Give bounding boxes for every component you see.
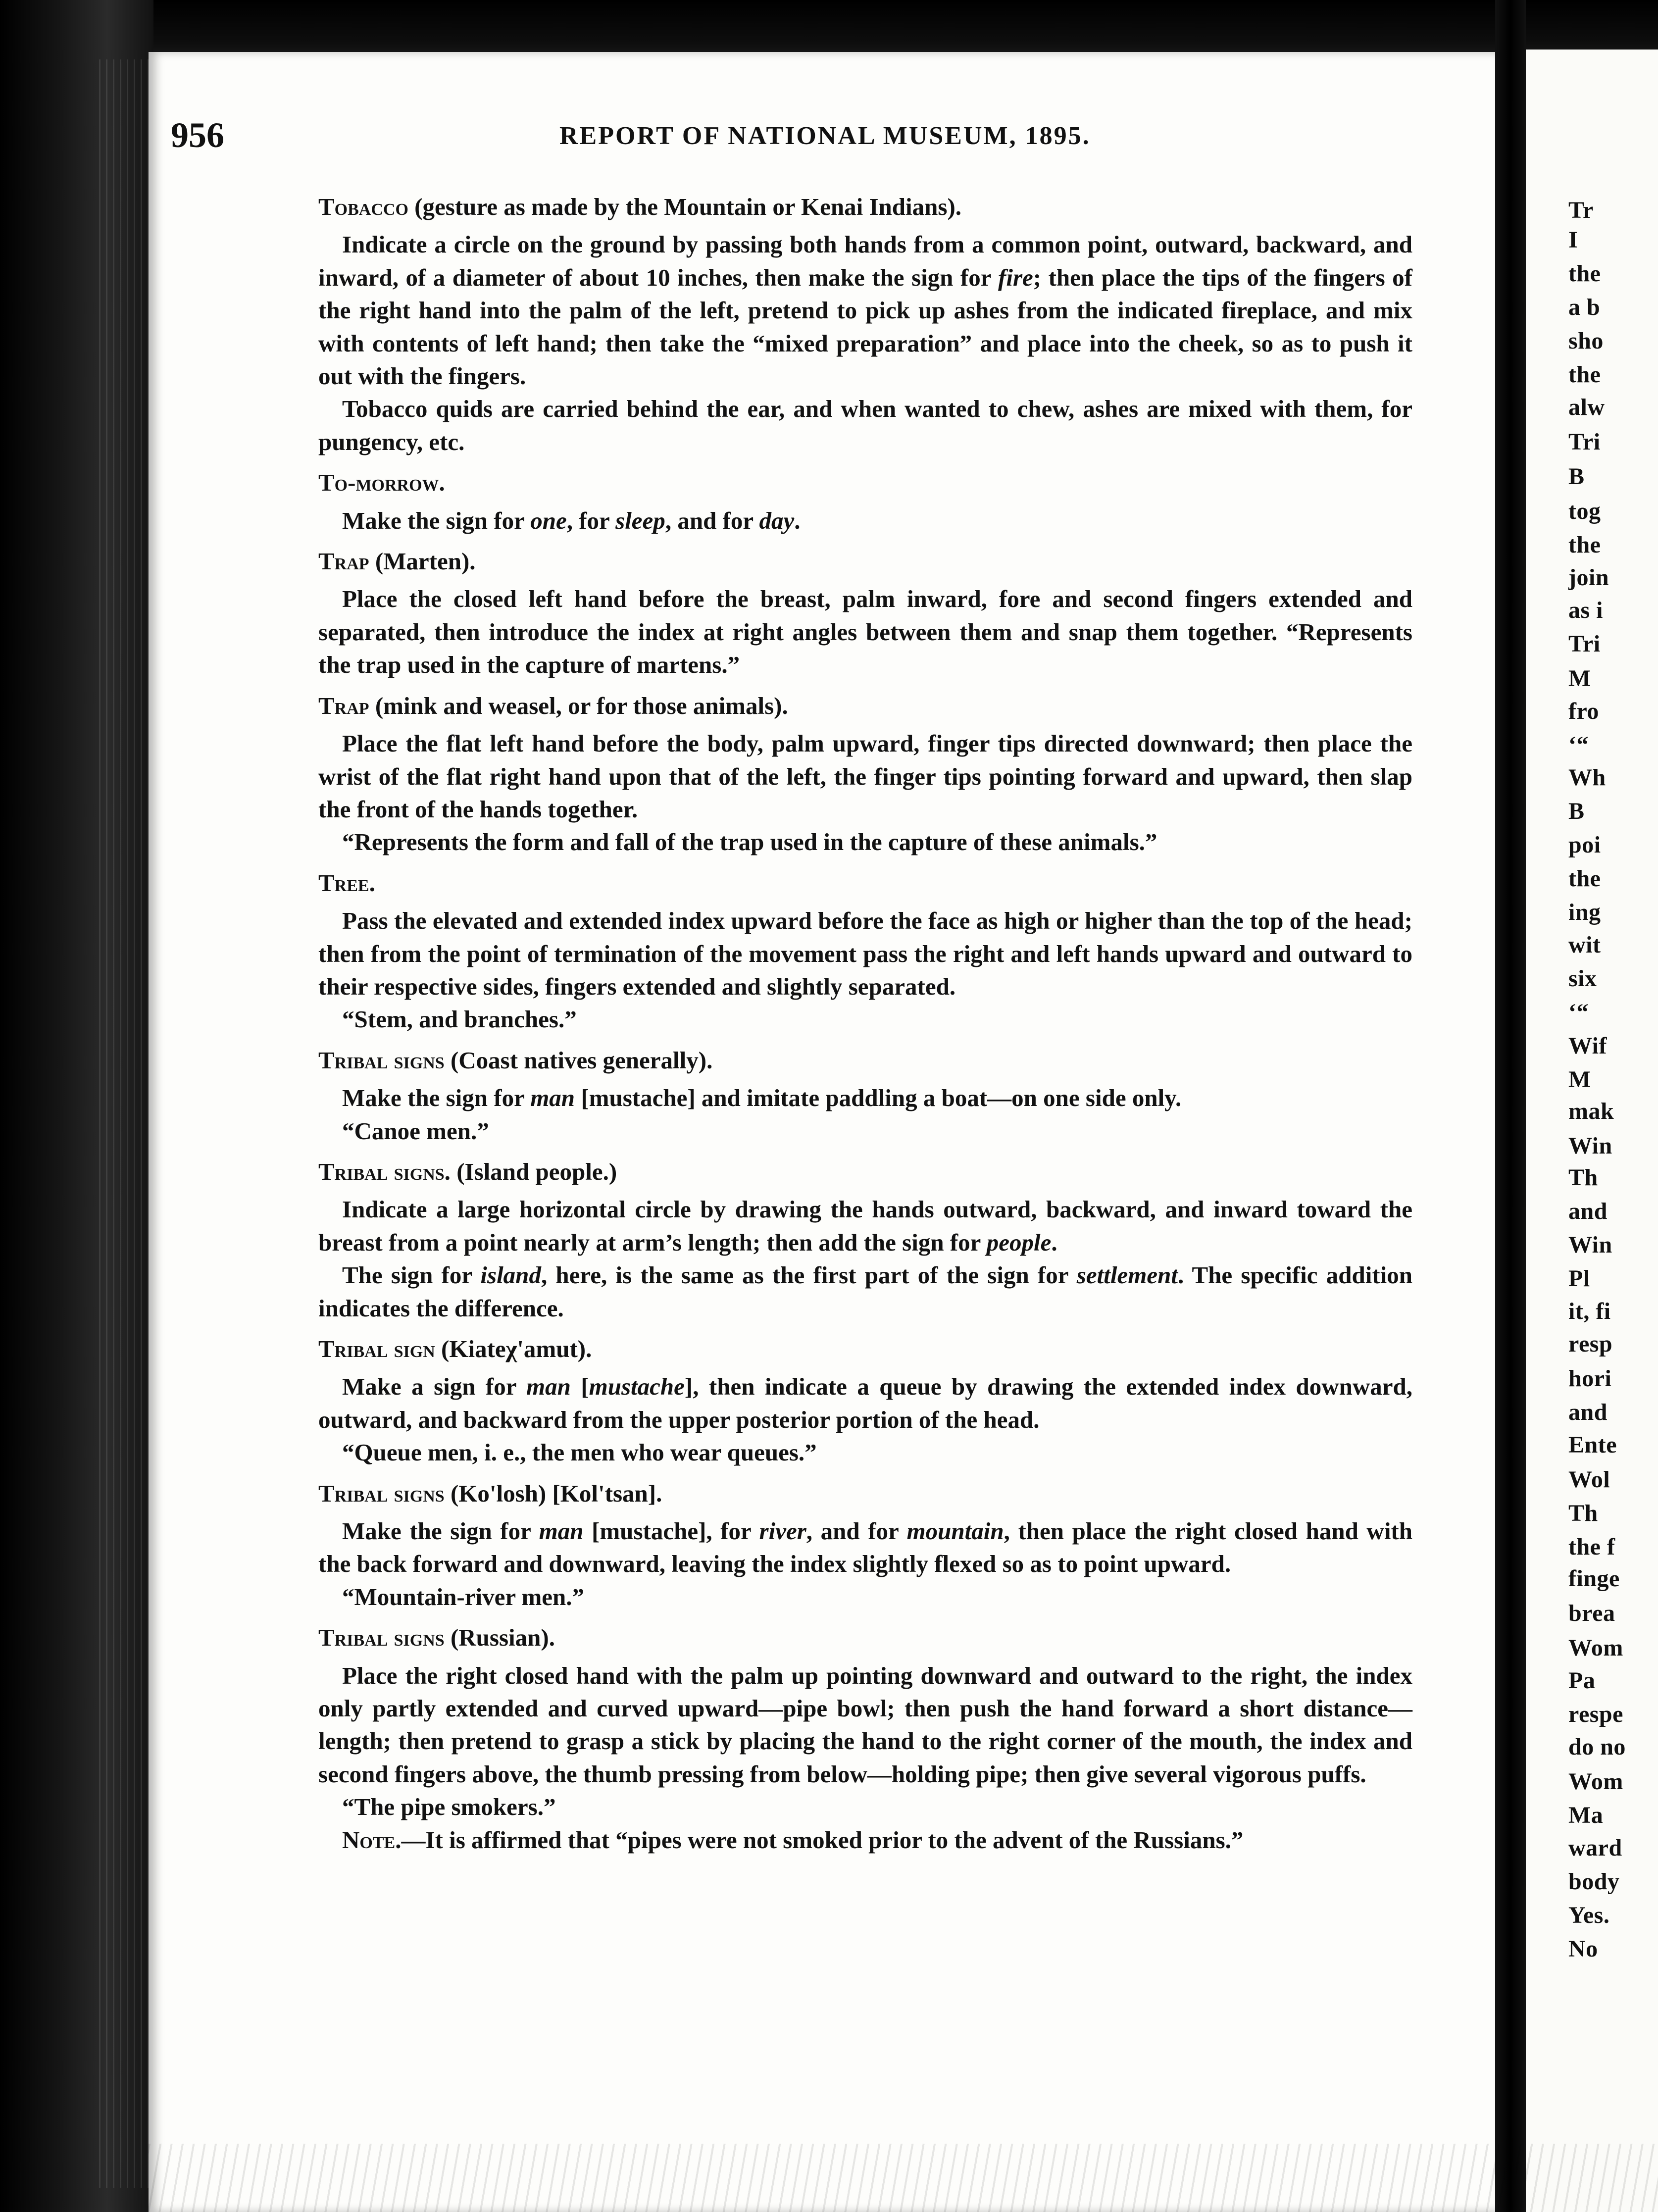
text-run: The sign for	[342, 1261, 481, 1289]
adjacent-page	[1526, 50, 1658, 2212]
text-run: Make the sign for	[342, 506, 531, 534]
page-body	[318, 191, 1412, 1857]
entry-qualifier: (Marten).	[369, 548, 476, 575]
text-run: ], then indicate a queue by drawing the extended index downward, outward, and backward from the upper posterior portion of the head.	[318, 1373, 1412, 1433]
entry-trap-mink	[318, 690, 1412, 859]
spine-texture	[99, 59, 153, 2188]
italic-run: mustache	[589, 1373, 685, 1401]
entry-qualifier: (Ko'losh) [Kol'tsan].	[444, 1479, 662, 1507]
text-run: .	[794, 506, 801, 534]
text-run: . The specific addition indicates the difference.	[318, 1261, 1412, 1322]
facing-page-fragment: ‘“	[1568, 732, 1589, 758]
entry-heading	[318, 690, 1412, 722]
facing-page-fragment: M	[1568, 1066, 1591, 1093]
facing-page-fragment: resp	[1568, 1331, 1613, 1357]
facing-page-fragment: Tri	[1568, 429, 1601, 455]
facing-page-fragment: Pl	[1568, 1265, 1590, 1292]
entry-heading	[318, 191, 1412, 223]
facing-page-fragment: body	[1568, 1868, 1620, 1895]
italic-run: man	[530, 1084, 575, 1112]
note-text: —It is affirmed that “pipes were not smoked prior to the advent of the Russians.”	[401, 1826, 1244, 1854]
entry-term: To-morrow.	[318, 469, 445, 497]
entry-qualifier: (mink and weasel, or for those animals).	[369, 692, 788, 719]
facing-page-fragment: sho	[1568, 328, 1604, 354]
entry-heading	[318, 466, 1412, 499]
facing-page-fragment: alw	[1568, 394, 1605, 420]
entry-heading	[318, 867, 1412, 900]
entry-tribal-island	[318, 1156, 1412, 1325]
entry-quote: “The pipe smokers.”	[342, 1793, 556, 1821]
page-gap	[1495, 0, 1526, 2212]
facing-page-fragment: poi	[1568, 832, 1601, 858]
entry-term: Tribal signs	[318, 1046, 445, 1074]
text-run: ; then place the tips of the fingers of the right hand into the palm of the left, pretend to pick up ashes from the indicated fireplace, and mix with contents of left hand; then take the “mixed preparation” and place into the cheek, so as to push it out with the fingers.	[318, 263, 1412, 390]
entry-heading	[318, 1333, 1412, 1365]
text-run: .	[1051, 1228, 1057, 1256]
text-run: , and for	[806, 1517, 907, 1545]
facing-page-fragment: No	[1568, 1936, 1598, 1962]
facing-page-fragment: tog	[1568, 498, 1601, 524]
facing-page-fragment: the	[1568, 865, 1601, 892]
facing-page-fragment: B	[1568, 798, 1585, 824]
facing-page-fragment: the	[1568, 532, 1601, 558]
facing-page-fragment: the f	[1568, 1534, 1615, 1560]
italic-run: fire	[998, 263, 1033, 291]
italic-run: day	[759, 506, 795, 534]
facing-page-fragment: Wif	[1568, 1033, 1607, 1059]
entry-paragraph: Place the flat left hand before the body, palm upward, finger tips directed downward; then place the wrist of the flat right hand upon that of the left, the finger tips pointing forward and upward, then slap the front of the hands together.	[318, 730, 1412, 823]
italic-run: mountain	[906, 1517, 1004, 1545]
text-run: [	[570, 1373, 589, 1401]
facing-page-fragment: finge	[1568, 1565, 1620, 1592]
entry-paragraph	[318, 1515, 1412, 1581]
facing-page-fragment: ward	[1568, 1835, 1622, 1861]
text-run: , and for	[665, 506, 759, 534]
facing-page-fragment: six	[1568, 965, 1597, 992]
entry-note	[318, 1824, 1412, 1857]
facing-page-fragment: Wh	[1568, 764, 1606, 791]
note-label: Note.	[342, 1826, 402, 1854]
entry-paragraph: Tobacco quids are carried behind the ear, and when wanted to chew, ashes are mixed with them, for pungency, etc.	[318, 395, 1412, 455]
italic-run: island	[480, 1261, 541, 1289]
facing-page-fragment: Th	[1568, 1500, 1598, 1526]
facing-page-fragment: Ente	[1568, 1432, 1617, 1458]
facing-page-fragment: mak	[1568, 1098, 1614, 1124]
entry-paragraph: Place the closed left hand before the breast, palm inward, fore and second fingers extended and separated, then introduce the index at right angles between them and snap them together. “Represents the trap used in the capture of martens.”	[318, 585, 1412, 679]
entry-heading	[318, 1156, 1412, 1188]
facing-page-fragment: ing	[1568, 899, 1601, 925]
entry-quote: “Canoe men.”	[342, 1117, 489, 1145]
facing-page-fragment: Tri	[1568, 631, 1601, 657]
entry-quote: “Represents the form and fall of the trap used in the capture of these animals.”	[342, 828, 1157, 856]
facing-page-fragment: hori	[1568, 1365, 1612, 1392]
facing-page-fragment: the	[1568, 260, 1601, 287]
entry-heading	[318, 1477, 1412, 1510]
entry-qualifier: (Russian).	[444, 1624, 555, 1652]
facing-page-fragment: wit	[1568, 932, 1601, 958]
entry-qualifier: (Kiateχ'amut).	[435, 1335, 592, 1362]
entry-quote: “Mountain-river men.”	[342, 1583, 585, 1610]
scan-top-border	[0, 0, 1658, 59]
facing-page-fragment: it, fi	[1568, 1298, 1611, 1324]
entry-term: Tribal signs.	[318, 1157, 451, 1185]
entry-paragraph	[318, 228, 1412, 393]
scan-bottom-edge	[149, 2144, 1658, 2212]
text-run: Make a sign for	[342, 1373, 527, 1401]
italic-run: sleep	[615, 506, 665, 534]
text-run: , here, is the same as the first part of the sign for	[541, 1261, 1077, 1289]
entry-heading	[318, 1621, 1412, 1654]
entry-term: Tree.	[318, 869, 375, 897]
facing-page-fragment: Tr	[1568, 197, 1594, 223]
facing-page-fragment: B	[1568, 463, 1585, 490]
entry-heading	[318, 1044, 1412, 1077]
facing-page-fragment: fro	[1568, 698, 1599, 724]
entry-paragraph	[318, 1082, 1412, 1114]
facing-page-fragment: Wom	[1568, 1635, 1623, 1661]
entry-term: Tribal signs	[318, 1624, 445, 1652]
facing-page-fragment: Pa	[1568, 1667, 1596, 1694]
text-run: Indicate a circle on the ground by passing both hands from a common point, outward, backward, and inward, of a diameter of about 10 inches, then make the sign for	[318, 231, 1412, 291]
italic-run: people	[986, 1228, 1052, 1256]
entry-tree	[318, 867, 1412, 1036]
facing-page-fragment: Ma	[1568, 1802, 1604, 1828]
italic-run: man	[526, 1373, 571, 1401]
entry-term: Tribal sign	[318, 1335, 435, 1362]
text-run: [mustache], for	[583, 1517, 759, 1545]
entry-qualifier: (gesture as made by the Mountain or Kenai Indians).	[408, 193, 962, 220]
running-head: REPORT OF NATIONAL MUSEUM, 1895.	[559, 122, 1091, 150]
text-run: Indicate a large horizontal circle by drawing the hands outward, backward, and inward toward the breast from a point nearly at arm’s length; then add the sign for	[318, 1196, 1412, 1256]
facing-page-fragment: ‘“	[1568, 999, 1589, 1025]
facing-page-fragment: Wol	[1568, 1466, 1610, 1493]
facing-page-fragment: Win	[1568, 1232, 1612, 1258]
italic-run: river	[759, 1517, 806, 1545]
facing-page-fragment: join	[1568, 564, 1609, 591]
facing-page-fragment: Th	[1568, 1164, 1598, 1191]
entry-trap-marten	[318, 545, 1412, 682]
entry-quote: “Queue men, i. e., the men who wear queues.”	[342, 1439, 817, 1466]
entry-qualifier: (Coast natives generally).	[444, 1046, 713, 1074]
entry-tribal-russian	[318, 1621, 1412, 1857]
entry-tobacco	[318, 191, 1412, 458]
entry-paragraph	[318, 504, 1412, 537]
entry-term: Tobacco	[318, 193, 408, 220]
facing-page-fragment: M	[1568, 665, 1591, 692]
entry-tomorrow	[318, 466, 1412, 537]
text-run: , for	[566, 506, 616, 534]
facing-page-fragment: brea	[1568, 1600, 1615, 1626]
facing-page-fragment: respe	[1568, 1701, 1623, 1727]
entry-paragraph: Pass the elevated and extended index upward before the face as high or higher than the top of the head; then from the point of termination of the movement pass the right and left hands upward and outward to their respective sides, fingers extended and slightly separated.	[318, 907, 1412, 1000]
facing-page-fragment: Wom	[1568, 1768, 1623, 1795]
text-run: Make the sign for	[342, 1084, 531, 1112]
entry-tribal-kiatexamut	[318, 1333, 1412, 1469]
entry-tribal-coast	[318, 1044, 1412, 1148]
facing-page-fragment: do no	[1568, 1734, 1626, 1760]
facing-page-fragment: as i	[1568, 597, 1604, 623]
entry-paragraph	[318, 1259, 1412, 1325]
facing-page-fragment: and	[1568, 1399, 1608, 1425]
entry-term: Tribal signs	[318, 1479, 445, 1507]
entry-quote: “Stem, and branches.”	[342, 1005, 577, 1033]
entry-term: Trap	[318, 548, 369, 575]
facing-page-fragment: I	[1568, 227, 1578, 253]
text-run: Make the sign for	[342, 1517, 539, 1545]
entry-paragraph	[318, 1193, 1412, 1259]
italic-run: man	[539, 1517, 584, 1545]
italic-run: settlement	[1076, 1261, 1178, 1289]
facing-page-fragment: Win	[1568, 1133, 1612, 1159]
entry-paragraph: Place the right closed hand with the palm up pointing downward and outward to the right, the index only partly extended and curved upward—pipe bowl; then push the hand forward a short distance—length; then pretend to grasp a stick by placing the hand to the right corner of the mouth, the index and second fingers above, the thumb pressing from below—holding pipe; then give several vigorous puffs.	[318, 1661, 1412, 1788]
text-run: [mustache] and imitate paddling a boat—on one side only.	[575, 1084, 1182, 1112]
facing-page-fragment: the	[1568, 361, 1601, 388]
facing-page-fragment: Yes.	[1568, 1902, 1610, 1928]
facing-page-fragment: and	[1568, 1198, 1608, 1224]
text-run: , then place the right closed hand with the back forward and downward, leaving the index slightly flexed so as to point upward.	[318, 1517, 1412, 1578]
italic-run: one	[530, 506, 567, 534]
entry-tribal-kolosh	[318, 1477, 1412, 1614]
entry-heading	[318, 545, 1412, 578]
entry-term: Trap	[318, 692, 369, 719]
entry-qualifier: (Island people.)	[450, 1157, 617, 1185]
entry-paragraph	[318, 1370, 1412, 1436]
facing-page-fragment: a b	[1568, 294, 1601, 320]
page-number: 956	[171, 115, 224, 155]
